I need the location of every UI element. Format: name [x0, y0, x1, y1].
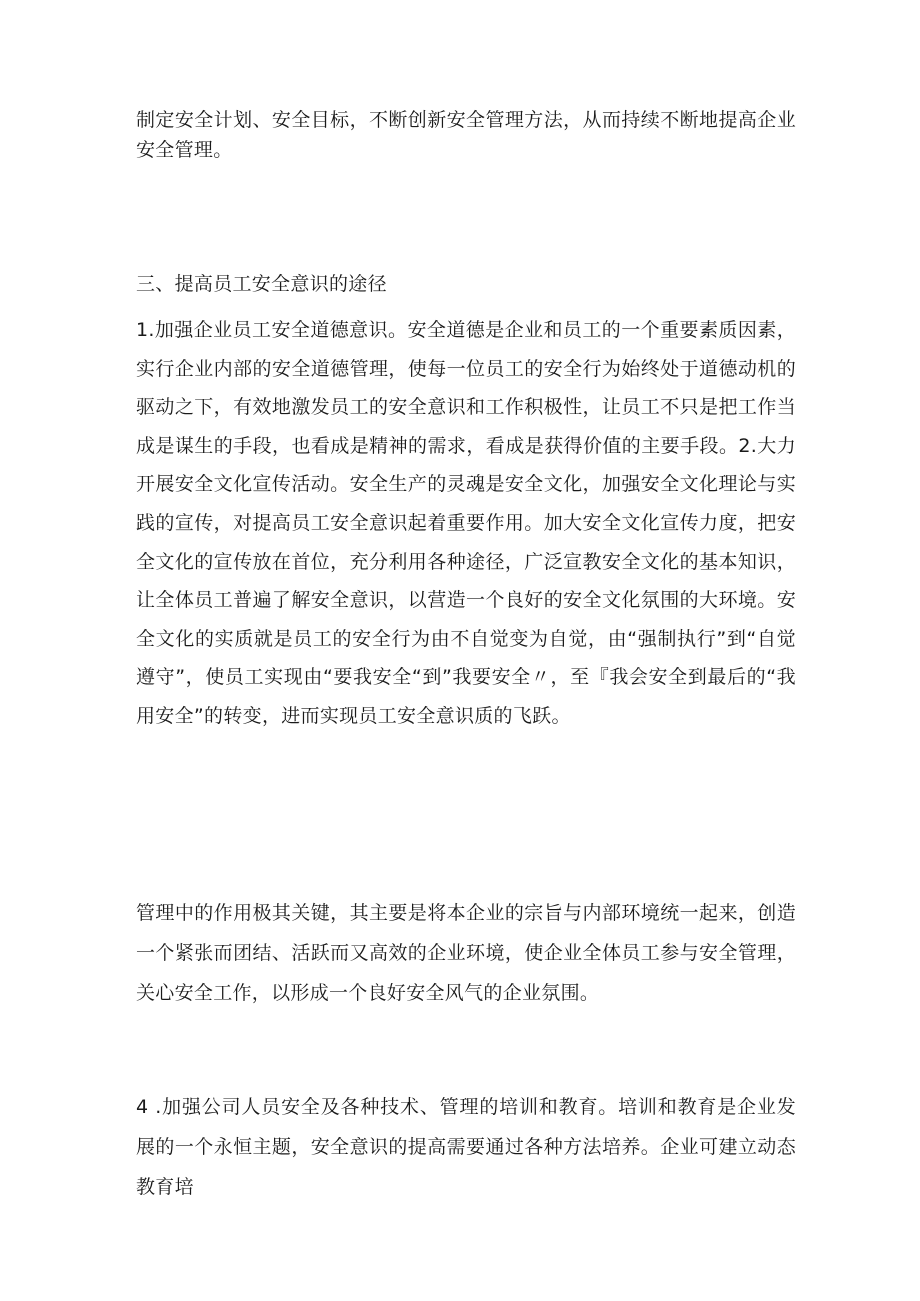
section-heading: 三、提高员工安全意识的途径: [136, 273, 387, 295]
management-paragraph: 管理中的作用极其关键，其主要是将本企业的宗旨与内部环境统一起来，创造一个紧张而团结、活跃而又高效的企业环境，使企业全体员工参与安全管理，关心安全工作，以形成一个良好安全风气的企业氛围。: [136, 902, 796, 1004]
item1-paragraph: 1.加强企业员工安全道德意识。安全道德是企业和员工的一个重要素质因素，实行企业内部的安全道德管理，使每一位员工的安全行为始终处于道德动机的驱动之下，有效地激发员工的安全意识和工作积极性，让员工不只是把工作当成是谋生的手段，也看成是精神的需求，看成是获得价值的主要手段。2.大力开展安全文化宣传活动。安全生产的灵魂是安全文化，加强安全文化理论与实践的宣传，对提高员工安全意识起着重要作用。加大安全文化宣传力度，把安全文化的宣传放在首位，充分利用各种途径，广泛宣教安全文化的基本知识，让全体员工普遍了解安全意识，以营造一个良好的安全文化氛围的大环境。安全文化的实质就是员工的安全行为由不自觉变为自觉，由“强制执行”到“自觉遵守”，使员工实现由“要我安全“到”我要安全〃，至『我会安全到最后的“我用安全”的转变，进而实现员工安全意识质的飞跃。: [136, 319, 796, 727]
intro-paragraph: 制定安全计划、安全目标，不断创新安全管理方法，从而持续不断地提高企业安全管理。: [136, 109, 796, 161]
item4-paragraph: 4 .加强公司人员安全及各种技术、管理的培训和教育。培训和教育是企业发展的一个永恒主题，安全意识的提高需要通过各种方法培养。企业可建立动态教育培: [136, 1096, 796, 1198]
